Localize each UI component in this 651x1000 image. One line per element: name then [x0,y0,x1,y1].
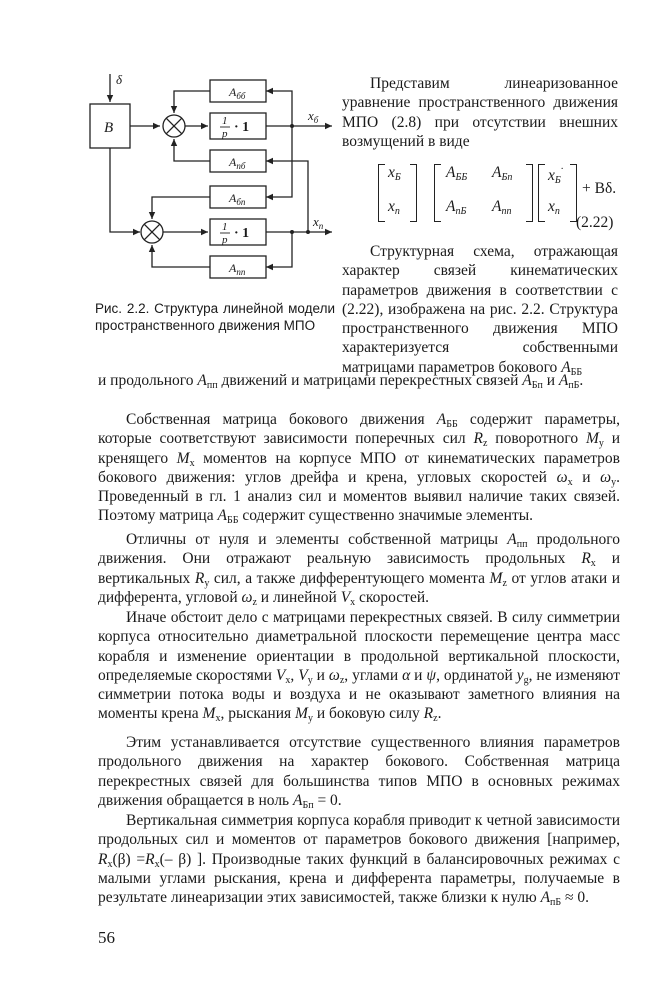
svg-text:· 1: · 1 [234,120,250,135]
summing-junction-2 [141,221,163,243]
paragraph-lateral-matrix: Собственная матрица бокового движения $A_{ББ}$ содержит параметры, которые соответствуют зависимости поперечных сил $R_z$ поворотного $M_y$ и кренящего $M_x$ моментов на корпусе МПО от кинематических параметров бокового движения: углов дрейфа и крена, угловых скоростей $\omega_x$ и $\omega_y$. Проведенный в гл. 1 анализ сил и моментов выявил наличие таких связей. Поэтому матрица $A_{ББ}$ содержит существенно значимые элементы. [98,411,621,527]
equation-number: (2.22) [576,214,614,231]
equation-2-22: $x_Б$ $x_п$ $A_{ББ}$ $A_{Бп}$ $A_{пБ}$ $A_{пп}$ $x_Б^\cdot$ $x_п$ + Bδ. (2.22) [372,160,622,232]
b-block-label: B [104,120,114,136]
svg-text:1: 1 [222,115,228,127]
page-number: 56 [98,928,115,947]
figure-caption: Рис. 2.2. Структура линейной модели пространственного движения МПО [95,301,335,333]
paragraph-structure: Структурная схема, отражающая характер связей кинематических параметров движения в соответствии с (2.22), изображена на рис. 2.2. Структура пространственного движения МПО характеризуется собственными матрицами параметров бокового $A_{ББ}$ [342,243,618,378]
svg-text:p: p [222,234,228,246]
output-xb-label: $x_б$ [308,108,319,125]
paragraph-conclusion: Этим устанавливается отсутствие существенного влияния параметров продольного движения на характер бокового. Собственная матрица перекрестных связей для большинства типов МПО в основных режимах движения обращается в ноль $A_{Бп} = 0$. [98,734,620,811]
svg-text:Aбб: $A_{бб}$ [229,85,246,101]
block-diagram [82,70,346,292]
svg-text:· 1: · 1 [234,226,250,241]
svg-text:Aпп: $A_{пп}$ [229,261,246,277]
paragraph-symmetry: Вертикальная симметрия корпуса корабля приводит к четной зависимости продольных сил и моментов от параметров бокового движения [например, $R_x(\beta) =R_x(-$ β) ]. Производные таких функций в балансировочных режимах с малыми углами рыскания, крена и дифферента параметры, получаемые в результате линеаризации этих зависимостей, также близки к нулю $A_{пБ} \approx 0$. [98,812,620,909]
svg-text:p: p [222,128,228,140]
paragraph-longitudinal-matrix: Отличны от нуля и элементы собственной матрицы $A_{пп}$ продольного движения. Они отражают реальную зависимость продольных $R_x$ и вертикальных $R_y$ сил, а также дифферентующего момента $M_z$ от углов атаки и дифферента, угловой $\omega_z$ и линейной $V_x$ скоростей. [98,531,620,608]
input-delta-label: δ [116,72,123,87]
svg-text:1: 1 [222,221,228,233]
paragraph-cross-links: Иначе обстоит дело с матрицами перекрестных связей. В силу симметрии корпуса относительно диаметральной плоскости перемещение центра масс корабля и изменение ориентации в продольной вертикальной плоскости, определяемые скоростями $V_x$, $V_y$ и $\omega_z$, углами α и ψ, ординатой $y_g$, не изменяют симметрии потока воды и воздуха и не оказывают заметного влияния на моменты крена $M_x$, рыскания $M_y$ и боковую силу $R_z$. [98,609,620,725]
output-xp-label: $x_п$ [313,214,324,231]
svg-text:Aпб: $A_{пб}$ [229,155,246,171]
summing-junction-1 [163,115,185,137]
svg-text:Aбп: $A_{бп}$ [229,191,246,207]
paragraph-structure-cont: и продольного $A_{пп}$ движений и матрицами перекрестных связей $A_{Бп}$ и $A_{пБ}$. [98,372,584,391]
paragraph-intro: Представим линеаризованное уравнение пространственного движения МПО (2.8) при отсутствии внешних возмущений в виде [342,75,618,150]
